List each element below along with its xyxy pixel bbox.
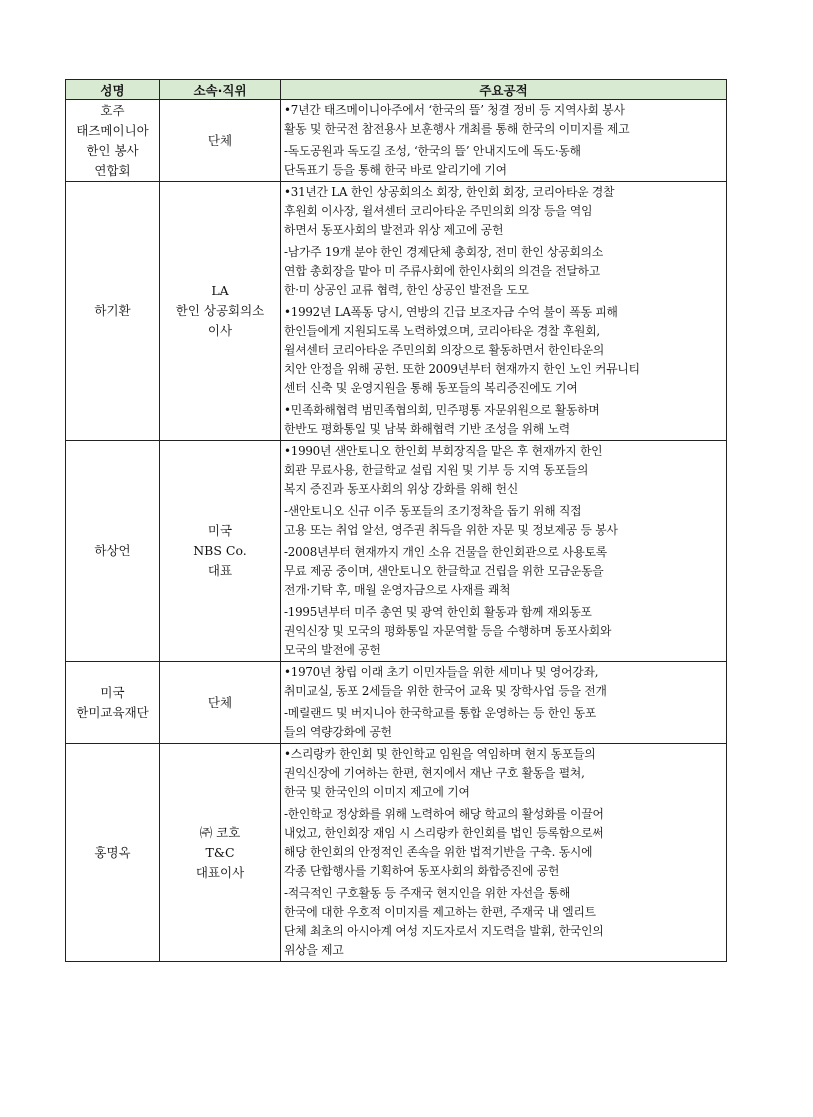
affiliation-line: 미국 [207,523,233,538]
achievement-item [281,602,726,661]
achievement-item [281,542,726,601]
achievement-line: -샌안토니오 신규 이주 동포들의 조기정착을 돕기 위해 직접 [284,504,582,518]
achievement-line: 한인들에게 지원되도록 노력하였으며, 코리아타운 경찰 후원회, [284,324,600,338]
achievements-cell [281,182,727,441]
achievement-item [281,883,726,961]
achievements-cell [281,744,727,962]
name-line: 하기환 [94,303,131,318]
achievement-line: 활동 및 한국전 참전용사 보훈행사 개최를 통해 한국의 이미지를 제고 [284,122,630,136]
name-cell [66,441,160,662]
achievement-line: 모국의 발전에 공헌 [284,643,381,657]
achievement-line: •31년간 LA 한인 상공회의소 회장, 한인회 회장, 코리아타운 경찰 [284,185,615,199]
table-row [66,744,727,962]
name-line: 한미교육재단 [76,704,149,720]
achievement-line: •민족화해협력 범민족협의회, 민주평통 자문위원으로 활동하며 [284,403,600,417]
achievement-line: 연합 총회장을 맡아 미 주류사회에 한인사회의 의견을 전달하고 [284,264,600,278]
affiliation-cell [160,662,281,744]
name-cell [66,182,160,441]
achievement-item [281,662,726,702]
affiliation-line: T&C [205,844,235,860]
achievement-item [281,141,726,181]
affiliation-line: 단체 [207,132,233,148]
name-cell [66,100,160,182]
achievement-line: 고용 또는 취업 알선, 영주권 취득을 위한 자문 및 정보제공 등 봉사 [284,523,618,537]
affiliation-cell [160,100,281,182]
achievement-line: 센터 신축 및 운영지원을 통해 동포들의 복리증진에도 기여 [284,381,578,395]
name-line: 미국 [100,684,125,700]
achievement-line: 후원회 이사장, 윌셔센터 코리아타운 주민의회 의장 등을 역임 [284,204,593,218]
affiliation-cell [160,441,281,662]
table-body [66,100,727,962]
name-cell [66,662,160,744]
achievement-line: -한인학교 정상화를 위해 노력하여 해당 학교의 활성화를 이끌어 [284,807,604,821]
achievement-line: 해당 한인회의 안정적인 존속을 위한 법적기반을 구축. 동시에 [284,845,593,859]
achievement-line: 단독표기 등을 통해 한국 바로 알리기에 기여 [284,163,507,177]
achievement-line: •1970년 창립 이래 초기 이민자들을 위한 세미나 및 영어강좌, [284,665,599,679]
achievement-line: 한국 및 한국인의 이미지 제고에 기여 [284,785,470,799]
header-name: 성명 [66,80,160,100]
achievements-cell [281,100,727,182]
achievement-line: -독도공원과 독도길 조성, ‘한국의 뜰’ 안내지도에 독도·동해 [284,144,581,158]
achievements-cell [281,441,727,662]
achievement-item [281,441,726,500]
table-row [66,662,727,744]
achievement-line: •스리랑카 한인회 및 한인학교 임원을 역임하며 현지 동포들의 [284,747,596,761]
achievement-item [281,182,726,241]
achievement-line: -남가주 19개 분야 한인 경제단체 총회장, 전미 한인 상공회의소 [284,245,604,259]
achievement-line: 전개·기탁 후, 매월 운영자금으로 사재를 쾌척 [284,583,511,597]
achievement-item [281,703,726,743]
header-row [66,80,727,100]
name-line: 하상언 [94,543,131,558]
affiliation-cell [160,182,281,441]
affiliation-line: LA [211,283,229,298]
achievement-line: 무료 제공 중이며, 샌안토니오 한글학교 건립을 위한 모금운동을 [284,564,604,578]
affiliation-cell [160,744,281,962]
name-line: 홍명옥 [94,844,131,860]
achievement-line: 한·미 상공인 교류 협력, 한인 상공인 발전을 도모 [284,283,529,297]
achievement-line: •1990년 샌안토니오 한인회 부회장직을 맡은 후 현재까지 한인 [284,444,603,458]
name-line: 호주 [100,102,125,118]
achievement-line: 복지 증진과 동포사회의 위상 강화를 위해 헌신 [284,482,519,496]
affiliation-line: 대표이사 [195,864,245,880]
table-row [66,100,727,182]
name-cell [66,744,160,962]
achievement-line: 치안 안정을 위해 공헌. 또한 2009년부터 현재까지 한인 노인 커뮤니티 [284,362,640,376]
affiliation-line: NBS Co. [193,543,247,558]
achievement-item [281,744,726,803]
achievement-line: 윌셔센터 코리아타운 주민의회 의장으로 활동하면서 한인타운의 [284,343,605,357]
achievement-line: -적극적인 구호활동 등 주재국 현지인을 위한 자선을 통해 [284,886,571,900]
achievement-line: 권익신장에 기여하는 한편, 현지에서 재난 구호 활동을 펼쳐, [284,766,585,780]
achievement-item [281,100,726,140]
achievement-item [281,501,726,541]
achievement-line: 하면서 동포사회의 발전과 위상 제고에 공헌 [284,223,504,237]
achievement-line: -1995년부터 미주 총연 및 광역 한인회 활동과 함께 재외동포 [284,605,592,619]
table-row [66,441,727,662]
name-line: 태즈메이니아 [76,122,149,138]
achievement-line: •1992년 LA폭동 당시, 연방의 긴급 보조자금 수억 불이 폭동 피해 [284,305,618,319]
achievement-line: 취미교실, 동포 2세들을 위한 한국어 교육 및 장학사업 등을 전개 [284,684,607,698]
achievement-line: -메릴랜드 및 버지니아 한국학교를 통합 운영하는 등 한인 동포 [284,706,597,720]
achievement-line: -2008년부터 현재까지 개인 소유 건물을 한인회관으로 사용토록 [284,545,608,559]
affiliation-line: 한인 상공회의소 [175,303,265,318]
achievement-line: 위상을 제고 [284,943,344,957]
achievement-line: 회관 무료사용, 한글학교 설립 지원 및 기부 등 지역 동포들의 [284,463,589,477]
affiliation-line: 단체 [207,694,233,710]
achievement-line: 권익신장 및 모국의 평화통일 자문역할 등을 수행하며 동포사회와 [284,624,612,638]
name-line: 한인 봉사 [86,142,139,158]
achievement-line: 내었고, 한인회장 재임 시 스리랑카 한인회를 법인 등록함으로써 [284,826,604,840]
achievement-item [281,242,726,301]
affiliation-line: 대표 [207,563,233,578]
awards-table [65,79,727,962]
achievement-line: 각종 단합행사를 기획하여 동포사회의 화합증진에 공헌 [284,864,560,878]
achievement-line: •7년간 태즈메이니아주에서 ‘한국의 뜰’ 청결 정비 등 지역사회 봉사 [284,103,625,117]
header-affiliation: 소속·직위 [160,80,281,100]
table-row [66,182,727,441]
name-line: 연합회 [94,162,131,178]
achievement-item [281,804,726,882]
achievement-line: 단체 최초의 아시아계 여성 지도자로서 지도력을 발휘, 한국인의 [284,924,604,938]
header-achievements: 주요공적 [281,80,727,100]
achievement-line: 한반도 평화통일 및 남북 화해협력 기반 조성을 위해 노력 [284,422,570,436]
affiliation-line: 이사 [207,323,233,338]
affiliation-line: ㈜ 코호 [199,824,241,840]
achievement-item [281,302,726,399]
achievement-item [281,400,726,440]
achievement-line: 들의 역량강화에 공헌 [284,725,392,739]
achievements-cell [281,662,727,744]
achievement-line: 한국에 대한 우호적 이미지를 제고하는 한편, 주재국 내 엘리트 [284,905,596,919]
